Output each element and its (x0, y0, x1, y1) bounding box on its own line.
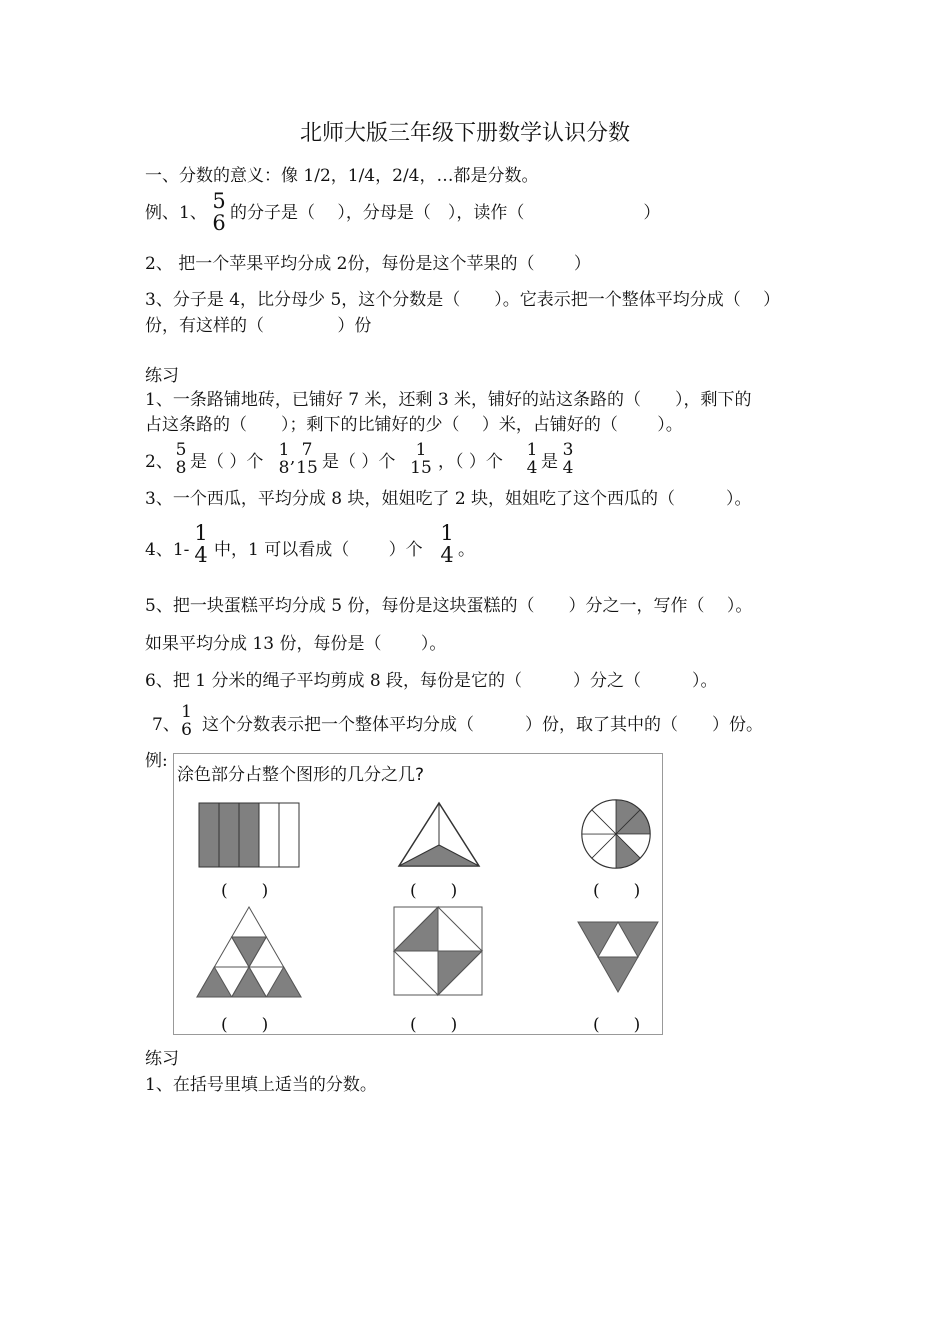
practice-q7-text: 这个分数表示把一个整体平均分成（ ）份，取了其中的（ ）份。 (202, 715, 763, 735)
practice-q4-end: 。 (458, 540, 475, 560)
denominator: 6 (181, 720, 192, 740)
numerator: 7 (301, 440, 313, 460)
example-3-line-1: 3、分子是 4，比分母少 5，这个分数是（ ）。它表示把一个整体平均分成（ ） (145, 290, 781, 310)
practice-q4-prefix: 4、1- (145, 540, 190, 560)
denominator: 15 (296, 458, 318, 478)
denominator: 4 (440, 543, 454, 567)
answer-blank[interactable]: ( ) (593, 881, 641, 901)
numerator: 1 (181, 702, 192, 722)
practice-q6: 6、把 1 分米的绳子平均剪成 8 段，每份是它的（ ）分之（ ）。 (145, 671, 718, 691)
numerator: 5 (175, 440, 187, 460)
practice-q2-text-2: 是（ ）个 (322, 452, 396, 472)
circle-shape (582, 800, 650, 868)
practice-q1-line-2: 占这条路的（ ）；剩下的比铺好的少（ ）米，占铺好的（ ）。 (145, 415, 683, 435)
denominator: 6 (212, 211, 226, 235)
example-2-text: 2、 把一个苹果平均分成 2份，每份是这个苹果的（ ） (145, 254, 591, 274)
practice-q2-text-1: 是（ ）个 (190, 452, 264, 472)
answer-blank[interactable]: ( ) (410, 1015, 458, 1035)
practice-q2-comma: , (290, 448, 296, 468)
denominator: 4 (194, 543, 208, 567)
practice-q2-text-3: ，（ ）个 (438, 452, 503, 472)
square-diamond-shape (394, 907, 482, 995)
fraction-1-8 (278, 441, 290, 477)
fraction-3-4 (562, 441, 574, 477)
shaded-fractions-figure (173, 753, 663, 1035)
triangle-shape (399, 803, 479, 866)
practice-q2-text-4: 是 (541, 452, 558, 472)
numerator: 5 (212, 189, 226, 213)
numerator: 1 (194, 521, 208, 545)
answer-blank[interactable]: ( ) (593, 1015, 641, 1035)
practice-2-heading: 练习 (145, 1049, 179, 1069)
example-1-text: 的分子是（ ），分母是（ ），读作（ ） (230, 203, 661, 223)
practice-q1-line-1: 1、一条路铺地砖，已铺好 7 米，还剩 3 米，铺好的站这条路的（ ），剩下的 (145, 390, 752, 410)
answer-blank[interactable]: ( ) (221, 881, 269, 901)
fraction-1-6 (180, 703, 193, 739)
numerator: 1 (526, 440, 538, 460)
fraction-5-8 (174, 441, 188, 477)
numerator: 1 (440, 521, 454, 545)
inverted-triangle-shape (578, 922, 658, 992)
example-label: 例: (145, 751, 168, 771)
practice-q5-line-1: 5、把一块蛋糕平均分成 5 份，每份是这块蛋糕的（ ）分之一，写作（ ）。 (145, 596, 753, 616)
practice-q3: 3、一个西瓜，平均分成 8 块，姐姐吃了 2 块，姐姐吃了这个西瓜的（ ）。 (145, 489, 752, 509)
denominator: 4 (526, 458, 538, 478)
practice-q2-prefix: 2、 (145, 452, 173, 472)
denominator: 8 (278, 458, 290, 478)
rectangle-shape (199, 803, 299, 867)
practice-q5-line-2: 如果平均分成 13 份，每份是（ ）。 (145, 634, 447, 654)
practice-q4-text: 中，1 可以看成（ ）个 (214, 540, 423, 560)
fraction-5-6 (212, 190, 226, 234)
example-1-prefix: 例、1、 (145, 203, 207, 223)
denominator: 8 (175, 458, 187, 478)
practice-q7-prefix: 7、 (152, 715, 180, 735)
figure-question: 涂色部分占整个图形的几分之几? (177, 765, 425, 785)
denominator: 15 (410, 458, 432, 478)
answer-blank[interactable]: ( ) (221, 1015, 269, 1035)
numerator: 3 (562, 440, 574, 460)
practice-heading: 练习 (145, 366, 179, 386)
numerator: 1 (278, 440, 290, 460)
fraction-1-4 (526, 441, 538, 477)
answer-blank[interactable]: ( ) (410, 881, 458, 901)
fraction-1-4 (193, 522, 209, 566)
fraction-7-15 (296, 441, 318, 477)
example-3-line-2: 份，有这样的（ ）份 (145, 316, 372, 336)
page-title: 北师大版三年级下册数学认识分数 (300, 121, 631, 146)
fraction-1-4 (439, 522, 455, 566)
practice-2-q1: 1、在括号里填上适当的分数。 (145, 1075, 377, 1095)
numerator: 1 (415, 440, 427, 460)
fraction-1-15 (410, 441, 432, 477)
denominator: 4 (562, 458, 574, 478)
triangle-grid-shape (197, 907, 301, 997)
section-intro: 一、分数的意义：像 1/2，1/4，2/4，…都是分数。 (145, 166, 539, 186)
